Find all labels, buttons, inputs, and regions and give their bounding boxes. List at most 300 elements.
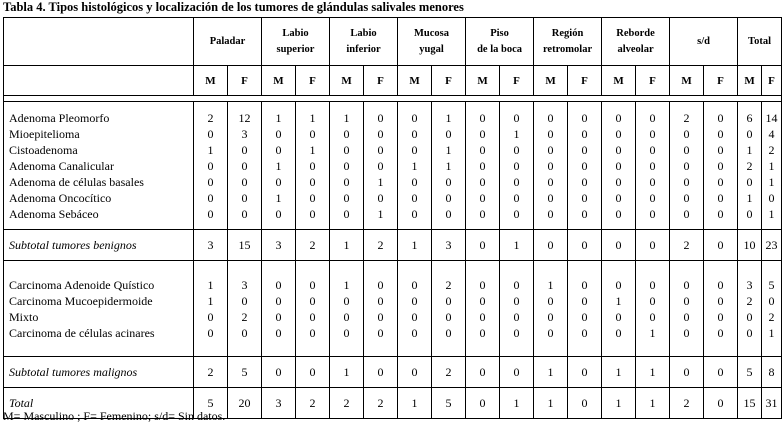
summary-value: 3 (262, 230, 296, 261)
m-header: M (262, 66, 296, 96)
value-cell (432, 261, 466, 357)
value: 0 (275, 309, 282, 324)
value: 0 (615, 110, 622, 125)
value-cell (194, 102, 228, 230)
value: 0 (411, 293, 418, 308)
column-header-line: Región (551, 27, 584, 39)
summary-value: 23 (762, 230, 782, 261)
value: 0 (649, 190, 656, 205)
summary-value: 0 (568, 388, 602, 419)
value: 0 (683, 277, 690, 292)
value-cell (500, 102, 534, 230)
row-label: Adenoma de células basales (9, 174, 144, 189)
row-label: Mixto (9, 309, 39, 324)
value: 0 (241, 293, 248, 308)
value-cell (534, 102, 568, 230)
row-label-cell (4, 102, 194, 230)
value: 0 (479, 309, 486, 324)
summary-value: 0 (602, 230, 636, 261)
value: 0 (581, 174, 588, 189)
value: 0 (411, 309, 418, 324)
value: 0 (445, 190, 452, 205)
value: 0 (343, 309, 350, 324)
summary-value: 2 (330, 388, 364, 419)
value-cell (330, 261, 364, 357)
m-header: M (602, 66, 636, 96)
value: 0 (479, 142, 486, 157)
value: 0 (207, 158, 214, 173)
value-cell (738, 102, 762, 230)
column-header-line: Labio (282, 27, 309, 39)
value: 0 (649, 277, 656, 292)
value: 0 (513, 142, 520, 157)
subtotal_benign-row (4, 230, 782, 261)
value: 1 (768, 158, 775, 173)
value: 1 (343, 110, 350, 125)
value-cell (636, 261, 670, 357)
value: 0 (615, 309, 622, 324)
value: 0 (207, 190, 214, 205)
value: 1 (275, 158, 282, 173)
m-header: M (398, 66, 432, 96)
value: 0 (241, 325, 248, 340)
value: 0 (615, 277, 622, 292)
value-cell (398, 261, 432, 357)
value: 0 (547, 142, 554, 157)
summary-label: Subtotal tumores benignos (4, 230, 194, 261)
value: 0 (581, 142, 588, 157)
value: 0 (768, 190, 775, 205)
value: 0 (513, 110, 520, 125)
value: 0 (547, 158, 554, 173)
summary-value: 1 (398, 230, 432, 261)
row-label: Carcinoma Mucoepidermoide (9, 293, 153, 308)
summary-value: 0 (704, 357, 738, 388)
summary-value: 10 (738, 230, 762, 261)
value: 0 (479, 110, 486, 125)
value: 0 (615, 325, 622, 340)
value-cell (466, 102, 500, 230)
summary-value: 2 (194, 357, 228, 388)
value: 0 (649, 158, 656, 173)
subtotal_malign-row (4, 357, 782, 388)
value: 0 (479, 277, 486, 292)
m-header: M (330, 66, 364, 96)
value: 0 (581, 190, 588, 205)
value: 0 (513, 206, 520, 221)
value: 0 (309, 158, 316, 173)
summary-value: 0 (568, 357, 602, 388)
summary-value: 5 (194, 388, 228, 419)
value: 0 (275, 325, 282, 340)
value: 0 (445, 206, 452, 221)
header-row (4, 18, 782, 66)
value: 0 (207, 325, 214, 340)
row-label-cell (4, 261, 194, 357)
value-cell (364, 261, 398, 357)
value-cell (568, 261, 602, 357)
value: 0 (377, 126, 384, 141)
value: 0 (649, 293, 656, 308)
row-label: Mioepitelioma (9, 126, 80, 141)
value: 0 (207, 309, 214, 324)
summary-value: 0 (704, 230, 738, 261)
value: 0 (241, 142, 248, 157)
value: 0 (275, 277, 282, 292)
summary-value: 2 (432, 357, 466, 388)
benign-group-row (4, 102, 782, 230)
value: 0 (377, 309, 384, 324)
row-label: Cistoadenoma (9, 142, 78, 157)
value: 1 (768, 174, 775, 189)
value: 0 (479, 126, 486, 141)
value: 0 (547, 190, 554, 205)
value: 0 (309, 325, 316, 340)
value: 14 (765, 110, 778, 125)
value: 1 (547, 277, 554, 292)
value: 2 (207, 110, 214, 125)
value: 0 (581, 206, 588, 221)
value: 2 (241, 309, 248, 324)
column-header-line: alveolar (617, 43, 654, 55)
f-header: F (228, 66, 262, 96)
column-header-line: de la boca (477, 43, 522, 55)
value-cell (364, 102, 398, 230)
value: 0 (581, 158, 588, 173)
value: 0 (309, 174, 316, 189)
value: 0 (411, 277, 418, 292)
value: 3 (241, 126, 248, 141)
value: 1 (615, 293, 622, 308)
value-cell (330, 102, 364, 230)
value: 2 (445, 277, 452, 292)
value: 0 (649, 174, 656, 189)
value: 0 (615, 206, 622, 221)
value: 0 (377, 158, 384, 173)
m-header: M (194, 66, 228, 96)
column-header-line: Total (748, 35, 772, 47)
value: 0 (241, 190, 248, 205)
value: 0 (717, 309, 724, 324)
column-header (262, 18, 330, 66)
value: 0 (207, 206, 214, 221)
column-header-line: Labio (350, 27, 377, 39)
value: 0 (683, 293, 690, 308)
data-table (3, 17, 782, 419)
summary-value: 1 (534, 357, 568, 388)
summary-value: 2 (364, 230, 398, 261)
value: 0 (513, 277, 520, 292)
value-cell (262, 261, 296, 357)
value-cell (602, 261, 636, 357)
value: 0 (411, 325, 418, 340)
value: 0 (309, 206, 316, 221)
summary-value: 0 (364, 357, 398, 388)
summary-value: 0 (670, 357, 704, 388)
summary-value: 2 (296, 230, 330, 261)
value: 3 (241, 277, 248, 292)
value: 0 (649, 126, 656, 141)
table-title: Tabla 4. Tipos histológicos y localización de los tumores de glándulas salivales menores (3, 0, 464, 14)
value: 0 (513, 293, 520, 308)
value: 2 (768, 309, 775, 324)
value: 0 (717, 174, 724, 189)
value: 0 (207, 126, 214, 141)
value: 0 (513, 174, 520, 189)
value: 3 (746, 277, 753, 292)
value: 0 (309, 293, 316, 308)
f-header: F (296, 66, 330, 96)
summary-value: 1 (636, 357, 670, 388)
value: 0 (649, 110, 656, 125)
f-header: F (364, 66, 398, 96)
value: 0 (746, 325, 753, 340)
value-cell (466, 261, 500, 357)
column-header-line: retromolar (542, 43, 593, 55)
value: 0 (479, 190, 486, 205)
value: 0 (445, 309, 452, 324)
value: 0 (411, 142, 418, 157)
f-header: F (636, 66, 670, 96)
summary-value: 0 (466, 357, 500, 388)
column-header (670, 18, 738, 66)
value: 1 (207, 277, 214, 292)
column-header-line: yugal (419, 43, 444, 55)
value: 0 (683, 325, 690, 340)
table-footnote: M= Masculino ; F= Femenino; s/d= Sin datos. (3, 409, 226, 423)
summary-value: 0 (568, 230, 602, 261)
header-corner (4, 66, 194, 96)
value: 0 (479, 293, 486, 308)
value: 0 (377, 110, 384, 125)
value: 0 (683, 206, 690, 221)
summary-value: 31 (762, 388, 782, 419)
value: 1 (768, 325, 775, 340)
sex-header-row (4, 66, 782, 96)
value: 0 (309, 309, 316, 324)
row-label: Adenoma Canalicular (9, 158, 114, 173)
value: 0 (445, 325, 452, 340)
value: 0 (547, 174, 554, 189)
column-header-line: superior (276, 43, 315, 55)
value: 0 (649, 309, 656, 324)
value: 0 (547, 110, 554, 125)
summary-value: 3 (432, 230, 466, 261)
value: 0 (717, 110, 724, 125)
value: 0 (513, 309, 520, 324)
value-cell (670, 102, 704, 230)
value: 0 (717, 325, 724, 340)
value: 0 (275, 174, 282, 189)
value: 0 (411, 174, 418, 189)
value: 0 (513, 325, 520, 340)
value: 0 (479, 174, 486, 189)
value: 1 (746, 190, 753, 205)
summary-label: Subtotal tumores malignos (4, 357, 194, 388)
value: 0 (343, 126, 350, 141)
value-cell (398, 102, 432, 230)
value: 0 (717, 142, 724, 157)
column-header-line: s/d (697, 35, 710, 47)
value: 1 (445, 142, 452, 157)
value: 0 (683, 126, 690, 141)
value: 0 (683, 309, 690, 324)
row-label: Adenoma Sebáceo (9, 206, 99, 221)
m-header: M (534, 66, 568, 96)
f-header: F (704, 66, 738, 96)
value: 0 (411, 206, 418, 221)
value: 0 (717, 158, 724, 173)
row-label: Carcinoma de células acinares (9, 325, 155, 340)
value: 0 (513, 190, 520, 205)
summary-value: 1 (602, 388, 636, 419)
value: 0 (615, 158, 622, 173)
value: 0 (309, 190, 316, 205)
value: 0 (746, 206, 753, 221)
value: 1 (377, 206, 384, 221)
value: 0 (445, 293, 452, 308)
value: 0 (309, 277, 316, 292)
value: 0 (343, 142, 350, 157)
value: 0 (207, 174, 214, 189)
value-cell (194, 261, 228, 357)
summary-value: 1 (602, 357, 636, 388)
value: 0 (343, 325, 350, 340)
value: 0 (547, 206, 554, 221)
value: 0 (343, 293, 350, 308)
summary-value: 1 (398, 388, 432, 419)
value-cell (296, 102, 330, 230)
value: 0 (479, 158, 486, 173)
value: 0 (683, 158, 690, 173)
value: 0 (581, 277, 588, 292)
summary-value: 5 (738, 357, 762, 388)
summary-value: 3 (194, 230, 228, 261)
value-cell (670, 261, 704, 357)
value: 0 (717, 206, 724, 221)
summary-value: 15 (228, 230, 262, 261)
value: 5 (768, 277, 775, 292)
value: 0 (377, 325, 384, 340)
value-cell (738, 261, 762, 357)
value: 0 (649, 142, 656, 157)
column-header-line: inferior (346, 43, 381, 55)
summary-value: 0 (262, 357, 296, 388)
column-header (534, 18, 602, 66)
value-cell (568, 102, 602, 230)
value: 0 (683, 190, 690, 205)
value: 0 (241, 158, 248, 173)
value: 1 (377, 174, 384, 189)
column-header (398, 18, 466, 66)
value: 0 (746, 126, 753, 141)
summary-label: Total (4, 388, 194, 419)
value: 0 (717, 277, 724, 292)
value: 0 (377, 190, 384, 205)
value: 1 (309, 142, 316, 157)
value-cell (228, 102, 262, 230)
summary-value: 5 (228, 357, 262, 388)
value: 0 (377, 293, 384, 308)
value: 2 (746, 158, 753, 173)
m-header: M (466, 66, 500, 96)
value: 6 (746, 110, 753, 125)
value: 0 (241, 206, 248, 221)
summary-value: 20 (228, 388, 262, 419)
summary-value: 1 (500, 388, 534, 419)
value-cell (636, 102, 670, 230)
value: 0 (717, 190, 724, 205)
value-cell (296, 261, 330, 357)
value: 0 (649, 206, 656, 221)
value: 2 (746, 293, 753, 308)
summary-value: 8 (762, 357, 782, 388)
value: 0 (343, 158, 350, 173)
value: 1 (343, 277, 350, 292)
value: 1 (445, 158, 452, 173)
value: 1 (768, 206, 775, 221)
value: 0 (615, 142, 622, 157)
column-header-line: Mucosa (414, 27, 450, 39)
f-header: F (432, 66, 466, 96)
summary-value: 0 (398, 357, 432, 388)
value: 0 (479, 325, 486, 340)
value: 0 (377, 277, 384, 292)
value: 1 (309, 110, 316, 125)
value: 0 (343, 206, 350, 221)
value: 0 (275, 142, 282, 157)
value: 0 (343, 190, 350, 205)
column-header (194, 18, 262, 66)
value: 1 (513, 126, 520, 141)
value-cell (762, 261, 782, 357)
value: 0 (746, 174, 753, 189)
value: 0 (411, 110, 418, 125)
summary-value: 2 (296, 388, 330, 419)
summary-value: 0 (296, 357, 330, 388)
header-corner (4, 18, 194, 66)
summary-value: 2 (670, 230, 704, 261)
value: 0 (717, 293, 724, 308)
value: 0 (768, 293, 775, 308)
f-header: F (762, 66, 782, 96)
column-header (466, 18, 534, 66)
summary-value: 1 (330, 357, 364, 388)
value: 0 (377, 142, 384, 157)
value-cell (762, 102, 782, 230)
value: 0 (275, 206, 282, 221)
value: 0 (445, 174, 452, 189)
malign-group-row (4, 261, 782, 357)
summary-value: 1 (636, 388, 670, 419)
value: 1 (275, 190, 282, 205)
value: 0 (275, 293, 282, 308)
column-header (602, 18, 670, 66)
value: 0 (615, 174, 622, 189)
summary-value: 5 (432, 388, 466, 419)
value: 0 (581, 325, 588, 340)
value: 0 (581, 309, 588, 324)
value: 0 (547, 309, 554, 324)
m-header: M (670, 66, 704, 96)
value: 1 (445, 110, 452, 125)
f-header: F (568, 66, 602, 96)
value: 1 (207, 142, 214, 157)
value: 0 (411, 190, 418, 205)
value: 0 (615, 126, 622, 141)
value-cell (704, 261, 738, 357)
value: 0 (547, 126, 554, 141)
